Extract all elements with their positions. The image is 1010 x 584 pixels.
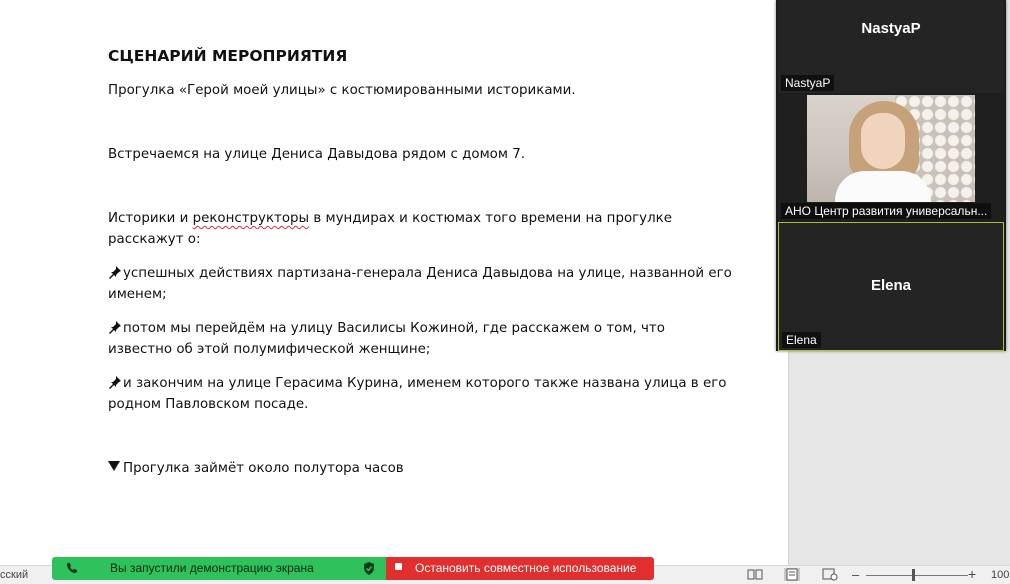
zoom-slider-track[interactable] [866, 575, 968, 576]
misspelled-word[interactable]: реконструкторы [192, 211, 310, 226]
zoom-slider-thumb[interactable] [912, 569, 915, 581]
paragraph-meeting: Встречаемся на улице Дениса Давыдова рядом с домом 7. [108, 147, 526, 162]
language-indicator[interactable]: сский [0, 569, 29, 581]
pushpin-icon [108, 373, 123, 394]
phone-icon [66, 562, 78, 577]
pushpin-icon [108, 318, 123, 339]
stop-sharing-button[interactable] [386, 557, 654, 580]
video-panel[interactable] [776, 0, 1006, 351]
bullet-item-3-text: и закончим на улице Герасима Курина, именем которого также названа улица в его родном Павловском посаде. [108, 376, 727, 412]
participant-name-center: Elena [870, 277, 912, 294]
stop-icon [395, 563, 402, 570]
participant-name-center: NastyaP [861, 20, 921, 37]
bullet-item-1 [108, 263, 733, 305]
bullet-item-2 [108, 318, 733, 360]
paragraph-historians [108, 208, 733, 250]
document-title: СЦЕНАРИЙ МЕРОПРИЯТИЯ [108, 47, 348, 65]
screen-share-message: Вы запустили демонстрацию экрана [110, 561, 314, 575]
web-layout-icon[interactable] [822, 568, 838, 581]
paragraph-historians-text-a: Историки и [108, 211, 193, 226]
zoom-in-button[interactable]: + [968, 566, 977, 582]
participant-tile-nastyap[interactable] [778, 0, 1004, 93]
print-layout-icon[interactable] [784, 568, 800, 581]
participant-video [807, 95, 975, 202]
paragraph-duration [108, 458, 733, 479]
paragraph-duration-text: Прогулка займёт около полутора часов [123, 461, 404, 476]
read-mode-icon[interactable] [747, 568, 763, 581]
zoom-out-button[interactable]: – [852, 567, 860, 582]
participant-label: АНО Центр развития универсальн... [781, 203, 991, 219]
paragraph-walk: Прогулка «Герой моей улицы» с костюмированными историками. [108, 83, 576, 98]
participant-label: NastyaP [781, 75, 834, 91]
participant-tile-video[interactable] [778, 94, 1004, 221]
triangle-down-icon [108, 458, 123, 479]
shield-check-icon [363, 562, 375, 578]
bullet-item-3 [108, 373, 733, 415]
screen-share-banner[interactable] [52, 557, 386, 580]
stop-sharing-label: Остановить совместное использование [415, 561, 637, 575]
pushpin-icon [108, 263, 123, 284]
zoom-level[interactable]: 100 [991, 569, 1010, 581]
participant-label: Elena [782, 332, 821, 348]
bullet-item-1-text: успешных действиях партизана-генерала Дениса Давыдова на улице, названной его именем; [108, 266, 732, 302]
document-body[interactable] [108, 44, 733, 479]
paragraph-historians-text-b: в мундирах и костюмах того времени на прогулке расскажут о: [108, 211, 672, 247]
bullet-item-2-text: потом мы перейдём на улицу Василисы Кожиной, где расскажем о том, что известно об этой полумифической женщине; [108, 321, 665, 357]
participant-tile-elena[interactable] [778, 222, 1004, 351]
